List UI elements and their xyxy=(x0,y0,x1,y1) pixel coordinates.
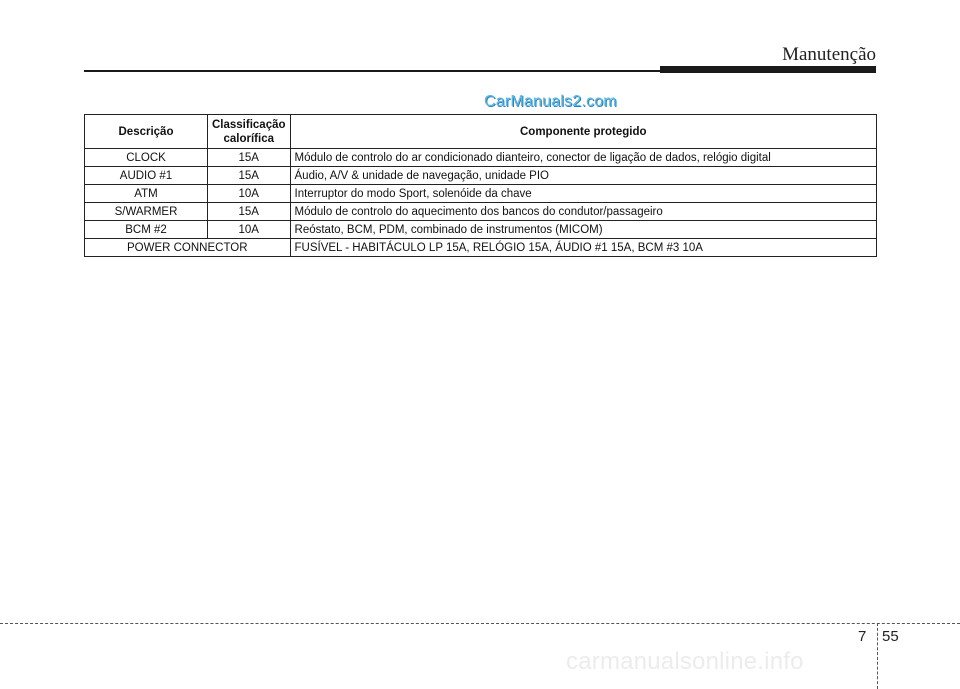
cell-description: CLOCK xyxy=(85,149,208,167)
watermark-bottom: carmanualsonline.info xyxy=(566,648,804,675)
page-number: 55 xyxy=(882,628,899,645)
cell-rating: 15A xyxy=(208,203,291,221)
footer-dashed-divider xyxy=(877,623,878,689)
cell-component: Reóstato, BCM, PDM, combinado de instrumentos (MICOM) xyxy=(290,221,876,239)
table-header-row xyxy=(85,115,877,149)
header-rule-thin xyxy=(84,70,664,72)
cell-component: FUSÍVEL - HABITÁCULO LP 15A, RELÓGIO 15A, ÁUDIO #1 15A, BCM #3 10A xyxy=(290,239,876,257)
table-row xyxy=(85,221,877,239)
cell-description: BCM #2 xyxy=(85,221,208,239)
cell-rating: 15A xyxy=(208,167,291,185)
table-row xyxy=(85,185,877,203)
header-component: Componente protegido xyxy=(290,115,876,149)
cell-rating: 10A xyxy=(208,185,291,203)
cell-description: ATM xyxy=(85,185,208,203)
cell-description: S/WARMER xyxy=(85,203,208,221)
table-row xyxy=(85,167,877,185)
header-rule-thick xyxy=(660,66,876,73)
table-row-merged xyxy=(85,239,877,257)
watermark-top: CarManuals2.com xyxy=(484,93,617,110)
cell-component: Interruptor do modo Sport, solenóide da chave xyxy=(290,185,876,203)
header-description: Descrição xyxy=(85,115,208,149)
header-rating-line1: Classificação xyxy=(212,118,286,131)
header-rating-line2: calorífica xyxy=(223,132,274,145)
cell-description: POWER CONNECTOR xyxy=(85,239,291,257)
cell-component: Módulo de controlo do aquecimento dos bancos do condutor/passageiro xyxy=(290,203,876,221)
footer-dashed-rule xyxy=(0,623,960,624)
cell-description: AUDIO #1 xyxy=(85,167,208,185)
cell-component: Módulo de controlo do ar condicionado dianteiro, conector de ligação de dados, relógio digital xyxy=(290,149,876,167)
table-row xyxy=(85,149,877,167)
cell-component: Áudio, A/V & unidade de navegação, unidade PIO xyxy=(290,167,876,185)
section-title: Manutenção xyxy=(782,44,876,65)
header-rating xyxy=(208,115,291,149)
chapter-number: 7 xyxy=(858,628,867,645)
cell-rating: 10A xyxy=(208,221,291,239)
cell-rating: 15A xyxy=(208,149,291,167)
fuse-table xyxy=(84,114,877,257)
table-row xyxy=(85,203,877,221)
